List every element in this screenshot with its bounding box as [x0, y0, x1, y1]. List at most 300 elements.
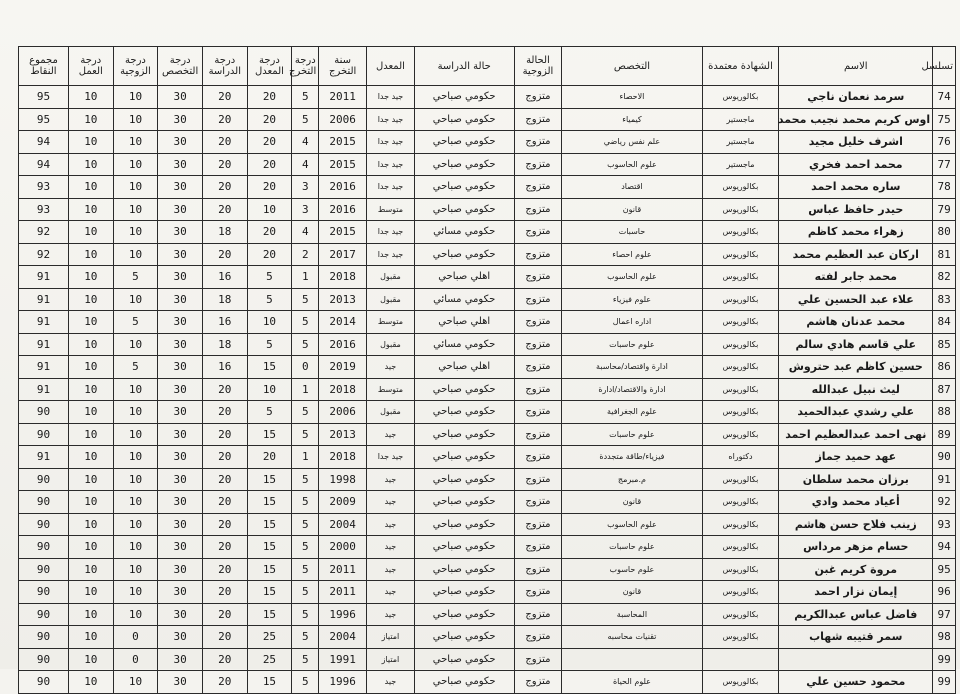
header-d-grade: درجة المعدل: [247, 47, 292, 86]
table-row: [19, 446, 956, 469]
cell-name: زينب فلاح حسن هاشم: [779, 513, 933, 536]
header-serial: تسلسل: [933, 47, 956, 86]
cell-d-study: 20: [202, 603, 247, 626]
cell-d-marital: 10: [113, 491, 158, 514]
cell-d-spec: 30: [158, 671, 203, 694]
cell-serial: 94: [933, 536, 956, 559]
cell-d-study: 16: [202, 266, 247, 289]
cell-name: زهراء محمد كاظم: [779, 221, 933, 244]
cell-year: 2006: [319, 401, 367, 424]
header-cert: الشهادة معتمدة: [702, 47, 779, 86]
cell-cert: [702, 648, 779, 671]
cell-d-work: 10: [68, 108, 113, 131]
cell-cert: ماجستير: [702, 153, 779, 176]
header-total: مجموع النقاط: [19, 47, 69, 86]
table-row: [19, 243, 956, 266]
cell-d-grad: 5: [292, 626, 319, 649]
cell-d-grade: 15: [247, 536, 292, 559]
cell-d-spec: 30: [158, 108, 203, 131]
cell-d-marital: 10: [113, 671, 158, 694]
cell-serial: 91: [933, 468, 956, 491]
table-row: [19, 491, 956, 514]
cell-d-grade: 20: [247, 243, 292, 266]
table-row: [19, 581, 956, 604]
cell-serial: 98: [933, 626, 956, 649]
cell-serial: 93: [933, 513, 956, 536]
cell-spec: [562, 648, 702, 671]
cell-d-work: 10: [68, 603, 113, 626]
cell-d-marital: 10: [113, 243, 158, 266]
cell-d-grad: 5: [292, 401, 319, 424]
cell-grade: جيد: [367, 536, 415, 559]
cell-d-work: 10: [68, 536, 113, 559]
cell-grade: مقبول: [367, 266, 415, 289]
cell-d-spec: 30: [158, 176, 203, 199]
cell-serial: 95: [933, 558, 956, 581]
cell-year: 2013: [319, 288, 367, 311]
cell-d-work: 10: [68, 356, 113, 379]
cell-d-study: 20: [202, 468, 247, 491]
cell-grade: جيد: [367, 558, 415, 581]
cell-d-grade: 15: [247, 581, 292, 604]
header-d-work: درجة العمل: [68, 47, 113, 86]
cell-marital: متزوج: [514, 446, 562, 469]
cell-d-spec: 30: [158, 446, 203, 469]
cell-total: 90: [19, 558, 69, 581]
cell-spec: علوم الحاسوب: [562, 153, 702, 176]
cell-d-grade: 25: [247, 648, 292, 671]
header-row: [19, 47, 956, 86]
cell-serial: 77: [933, 153, 956, 176]
cell-d-grade: 10: [247, 311, 292, 334]
cell-d-marital: 10: [113, 468, 158, 491]
cell-serial: 96: [933, 581, 956, 604]
cell-spec: علم نفس رياضي: [562, 131, 702, 154]
cell-name: اركان عبد العظيم محمد: [779, 243, 933, 266]
cell-name: محمد جابر لفته: [779, 266, 933, 289]
cell-d-marital: 10: [113, 603, 158, 626]
cell-total: 90: [19, 423, 69, 446]
cell-serial: 86: [933, 356, 956, 379]
cell-d-grad: 2: [292, 243, 319, 266]
cell-spec: علوم الحاسوب: [562, 266, 702, 289]
cell-d-grad: 5: [292, 603, 319, 626]
cell-d-study: 20: [202, 581, 247, 604]
cell-total: 95: [19, 86, 69, 109]
table-row: [19, 378, 956, 401]
cell-study: حكومي صباحي: [414, 378, 514, 401]
cell-name: سرمد نعمان ناجي: [779, 86, 933, 109]
cell-name: اشرف خليل مجيد: [779, 131, 933, 154]
cell-name: عهد حميد جماز: [779, 446, 933, 469]
cell-d-work: 10: [68, 626, 113, 649]
cell-grade: امتياز: [367, 648, 415, 671]
cell-cert: بكالوريوس: [702, 423, 779, 446]
cell-d-marital: 10: [113, 581, 158, 604]
cell-d-spec: 30: [158, 221, 203, 244]
cell-d-marital: 10: [113, 558, 158, 581]
cell-total: 91: [19, 311, 69, 334]
cell-d-grade: 20: [247, 153, 292, 176]
cell-grade: متوسط: [367, 198, 415, 221]
cell-cert: ماجستير: [702, 131, 779, 154]
cell-total: 90: [19, 401, 69, 424]
cell-d-study: 20: [202, 198, 247, 221]
cell-grade: جيد: [367, 468, 415, 491]
cell-cert: بكالوريوس: [702, 513, 779, 536]
cell-name: إيمان نزار احمد: [779, 581, 933, 604]
cell-d-marital: 5: [113, 311, 158, 334]
cell-d-study: 20: [202, 558, 247, 581]
cell-d-marital: 10: [113, 513, 158, 536]
cell-spec: كيمياء: [562, 108, 702, 131]
cell-total: 90: [19, 491, 69, 514]
cell-grade: جيد جدا: [367, 86, 415, 109]
cell-d-work: 10: [68, 153, 113, 176]
cell-marital: متزوج: [514, 356, 562, 379]
cell-d-work: 10: [68, 378, 113, 401]
cell-serial: 90: [933, 446, 956, 469]
cell-year: 2004: [319, 626, 367, 649]
cell-name: ليث نبيل عبدالله: [779, 378, 933, 401]
cell-grade: جيد: [367, 513, 415, 536]
cell-d-grade: 10: [247, 198, 292, 221]
cell-serial: 85: [933, 333, 956, 356]
table-row: [19, 131, 956, 154]
cell-spec: اداره اعمال: [562, 311, 702, 334]
cell-study: حكومي صباحي: [414, 446, 514, 469]
cell-cert: بكالوريوس: [702, 243, 779, 266]
cell-d-grad: 5: [292, 288, 319, 311]
cell-year: 2018: [319, 446, 367, 469]
cell-d-marital: 10: [113, 446, 158, 469]
cell-marital: متزوج: [514, 243, 562, 266]
cell-grade: مقبول: [367, 288, 415, 311]
cell-d-marital: 10: [113, 536, 158, 559]
cell-grade: متوسط: [367, 311, 415, 334]
cell-total: 90: [19, 648, 69, 671]
cell-total: 93: [19, 176, 69, 199]
cell-study: حكومي صباحي: [414, 513, 514, 536]
cell-study: حكومي صباحي: [414, 401, 514, 424]
cell-serial: 81: [933, 243, 956, 266]
cell-name: نهى احمد عبدالعظيم احمد: [779, 423, 933, 446]
cell-serial: 76: [933, 131, 956, 154]
cell-spec: اقتصاد: [562, 176, 702, 199]
cell-d-grade: 25: [247, 626, 292, 649]
cell-d-spec: 30: [158, 491, 203, 514]
table-row: [19, 108, 956, 131]
cell-d-grade: 5: [247, 333, 292, 356]
cell-d-grad: 1: [292, 446, 319, 469]
cell-serial: 74: [933, 86, 956, 109]
cell-d-grade: 15: [247, 468, 292, 491]
cell-d-work: 10: [68, 513, 113, 536]
cell-d-study: 16: [202, 311, 247, 334]
cell-cert: بكالوريوس: [702, 603, 779, 626]
table-row: [19, 558, 956, 581]
cell-serial: 99: [933, 648, 956, 671]
cell-cert: بكالوريوس: [702, 558, 779, 581]
cell-name: برزان محمد سلطان: [779, 468, 933, 491]
table-row: [19, 423, 956, 446]
cell-marital: متزوج: [514, 266, 562, 289]
cell-serial: 75: [933, 108, 956, 131]
cell-d-grad: 5: [292, 423, 319, 446]
cell-total: 90: [19, 513, 69, 536]
cell-spec: قانون: [562, 581, 702, 604]
cell-d-spec: 30: [158, 581, 203, 604]
cell-d-spec: 30: [158, 356, 203, 379]
cell-d-marital: 10: [113, 176, 158, 199]
cell-study: حكومي صباحي: [414, 468, 514, 491]
cell-total: 95: [19, 108, 69, 131]
cell-serial: 92: [933, 491, 956, 514]
cell-study: حكومي مسائي: [414, 288, 514, 311]
cell-d-marital: 10: [113, 108, 158, 131]
cell-d-study: 20: [202, 423, 247, 446]
cell-study: حكومي صباحي: [414, 671, 514, 694]
cell-d-study: 20: [202, 536, 247, 559]
cell-d-study: 20: [202, 671, 247, 694]
cell-d-spec: 30: [158, 536, 203, 559]
cell-d-study: 20: [202, 86, 247, 109]
cell-d-study: 20: [202, 626, 247, 649]
cell-cert: بكالوريوس: [702, 288, 779, 311]
cell-marital: متزوج: [514, 648, 562, 671]
cell-d-study: 20: [202, 243, 247, 266]
cell-d-grade: 15: [247, 356, 292, 379]
cell-d-grad: 4: [292, 221, 319, 244]
cell-spec: قانون: [562, 491, 702, 514]
cell-d-marital: 10: [113, 401, 158, 424]
table-row: [19, 648, 956, 671]
header-spec: التخصص: [562, 47, 702, 86]
cell-marital: متزوج: [514, 378, 562, 401]
cell-d-spec: 30: [158, 266, 203, 289]
cell-grade: جيد: [367, 603, 415, 626]
cell-d-spec: 30: [158, 288, 203, 311]
cell-d-study: 20: [202, 491, 247, 514]
cell-serial: 97: [933, 603, 956, 626]
cell-d-marital: 10: [113, 131, 158, 154]
cell-study: حكومي صباحي: [414, 603, 514, 626]
cell-cert: بكالوريوس: [702, 626, 779, 649]
header-grade: المعدل: [367, 47, 415, 86]
cell-d-study: 16: [202, 356, 247, 379]
cell-cert: بكالوريوس: [702, 221, 779, 244]
cell-year: 2013: [319, 423, 367, 446]
cell-study: حكومي صباحي: [414, 581, 514, 604]
cell-d-spec: 30: [158, 198, 203, 221]
cell-marital: متزوج: [514, 671, 562, 694]
cell-name: سمر قتيبه شهاب: [779, 626, 933, 649]
cell-d-study: 18: [202, 333, 247, 356]
cell-name: أعياد محمد وادي: [779, 491, 933, 514]
cell-d-grad: 5: [292, 468, 319, 491]
cell-spec: ادارة والاقتصاد/ادارة: [562, 378, 702, 401]
cell-marital: متزوج: [514, 468, 562, 491]
table-row: [19, 176, 956, 199]
cell-year: 2016: [319, 198, 367, 221]
cell-total: 91: [19, 356, 69, 379]
cell-study: حكومي صباحي: [414, 131, 514, 154]
cell-marital: متزوج: [514, 333, 562, 356]
cell-marital: متزوج: [514, 153, 562, 176]
cell-year: 2014: [319, 311, 367, 334]
cell-spec: ادارة واقتصاد/محاسبة: [562, 356, 702, 379]
cell-name: حسين كاظم عبد حتروش: [779, 356, 933, 379]
cell-d-spec: 30: [158, 153, 203, 176]
table-row: [19, 603, 956, 626]
cell-d-work: 10: [68, 221, 113, 244]
cell-name: ساره محمد احمد: [779, 176, 933, 199]
cell-serial: 84: [933, 311, 956, 334]
cell-d-spec: 30: [158, 311, 203, 334]
cell-study: حكومي صباحي: [414, 558, 514, 581]
cell-serial: 79: [933, 198, 956, 221]
cell-d-spec: 30: [158, 401, 203, 424]
header-d-grad: درجة التخرج: [292, 47, 319, 86]
cell-study: حكومي صباحي: [414, 648, 514, 671]
table-row: [19, 536, 956, 559]
ranking-table: [18, 46, 956, 694]
cell-d-work: 10: [68, 176, 113, 199]
cell-d-work: 10: [68, 558, 113, 581]
cell-d-grade: 20: [247, 221, 292, 244]
cell-year: 2016: [319, 176, 367, 199]
cell-spec: علوم الحاسوب: [562, 513, 702, 536]
cell-d-grade: 20: [247, 108, 292, 131]
cell-study: حكومي صباحي: [414, 198, 514, 221]
cell-d-work: 10: [68, 131, 113, 154]
cell-year: 2015: [319, 221, 367, 244]
cell-grade: مقبول: [367, 401, 415, 424]
cell-d-marital: 10: [113, 288, 158, 311]
cell-d-grad: 5: [292, 513, 319, 536]
cell-total: 92: [19, 221, 69, 244]
cell-grade: جيد جدا: [367, 446, 415, 469]
cell-d-spec: 30: [158, 131, 203, 154]
cell-d-grad: 5: [292, 491, 319, 514]
cell-marital: متزوج: [514, 558, 562, 581]
cell-year: 2016: [319, 333, 367, 356]
cell-name: محمد احمد فخري: [779, 153, 933, 176]
cell-grade: جيد جدا: [367, 243, 415, 266]
cell-spec: حاسبات: [562, 221, 702, 244]
cell-study: حكومي صباحي: [414, 153, 514, 176]
cell-marital: متزوج: [514, 198, 562, 221]
cell-d-spec: 30: [158, 86, 203, 109]
cell-d-spec: 30: [158, 468, 203, 491]
cell-name: [779, 648, 933, 671]
cell-spec: علوم حاسبات: [562, 423, 702, 446]
cell-year: 2015: [319, 153, 367, 176]
cell-d-grad: 5: [292, 108, 319, 131]
cell-d-study: 20: [202, 401, 247, 424]
cell-study: اهلي صباحي: [414, 311, 514, 334]
cell-d-work: 10: [68, 86, 113, 109]
cell-year: 1998: [319, 468, 367, 491]
cell-spec: علوم الحياة: [562, 671, 702, 694]
cell-name: فاضل عباس عبدالكريم: [779, 603, 933, 626]
cell-d-grad: 5: [292, 333, 319, 356]
cell-marital: متزوج: [514, 536, 562, 559]
cell-cert: دكتوراه: [702, 446, 779, 469]
cell-grade: جيد: [367, 491, 415, 514]
cell-d-grad: 4: [292, 131, 319, 154]
table-row: [19, 86, 956, 109]
header-d-marital: درجة الزوجية: [113, 47, 158, 86]
cell-d-grad: 1: [292, 266, 319, 289]
cell-d-grade: 10: [247, 378, 292, 401]
cell-year: 2011: [319, 86, 367, 109]
cell-marital: متزوج: [514, 108, 562, 131]
cell-study: حكومي مسائي: [414, 221, 514, 244]
cell-cert: بكالوريوس: [702, 266, 779, 289]
cell-d-grade: 15: [247, 603, 292, 626]
cell-serial: 80: [933, 221, 956, 244]
table-row: [19, 221, 956, 244]
cell-d-marital: 10: [113, 198, 158, 221]
cell-year: 2018: [319, 378, 367, 401]
cell-total: 90: [19, 581, 69, 604]
table-body: [19, 86, 956, 694]
cell-marital: متزوج: [514, 423, 562, 446]
table-row: [19, 266, 956, 289]
cell-d-study: 20: [202, 378, 247, 401]
cell-spec: قانون: [562, 198, 702, 221]
cell-year: 2004: [319, 513, 367, 536]
cell-grade: جيد جدا: [367, 221, 415, 244]
cell-cert: بكالوريوس: [702, 671, 779, 694]
cell-d-grade: 20: [247, 131, 292, 154]
table-row: [19, 671, 956, 694]
cell-cert: بكالوريوس: [702, 311, 779, 334]
cell-name: محمد عدنان هاشم: [779, 311, 933, 334]
cell-spec: علوم حاسبات: [562, 536, 702, 559]
cell-d-grad: 5: [292, 536, 319, 559]
cell-spec: علوم حاسوب: [562, 558, 702, 581]
cell-d-marital: 10: [113, 378, 158, 401]
cell-d-grad: 4: [292, 153, 319, 176]
cell-cert: بكالوريوس: [702, 333, 779, 356]
cell-name: علي رشدي عبدالحميد: [779, 401, 933, 424]
cell-cert: بكالوريوس: [702, 86, 779, 109]
cell-d-spec: 30: [158, 513, 203, 536]
cell-cert: بكالوريوس: [702, 536, 779, 559]
cell-grade: جيد جدا: [367, 108, 415, 131]
cell-d-work: 10: [68, 198, 113, 221]
cell-name: محمود حسين علي: [779, 671, 933, 694]
cell-name: حسام مزهر مرداس: [779, 536, 933, 559]
cell-total: 92: [19, 243, 69, 266]
header-year: سنة التخرج: [319, 47, 367, 86]
cell-d-grad: 3: [292, 198, 319, 221]
cell-name: حيدر حافظ عباس: [779, 198, 933, 221]
cell-name: علي قاسم هادي سالم: [779, 333, 933, 356]
cell-d-marital: 10: [113, 86, 158, 109]
header-study: حالة الدراسة: [414, 47, 514, 86]
cell-d-marital: 0: [113, 648, 158, 671]
cell-grade: جيد: [367, 671, 415, 694]
cell-grade: متوسط: [367, 378, 415, 401]
cell-marital: متزوج: [514, 86, 562, 109]
cell-d-marital: 0: [113, 626, 158, 649]
cell-total: 94: [19, 153, 69, 176]
cell-serial: 88: [933, 401, 956, 424]
cell-grade: جيد: [367, 581, 415, 604]
